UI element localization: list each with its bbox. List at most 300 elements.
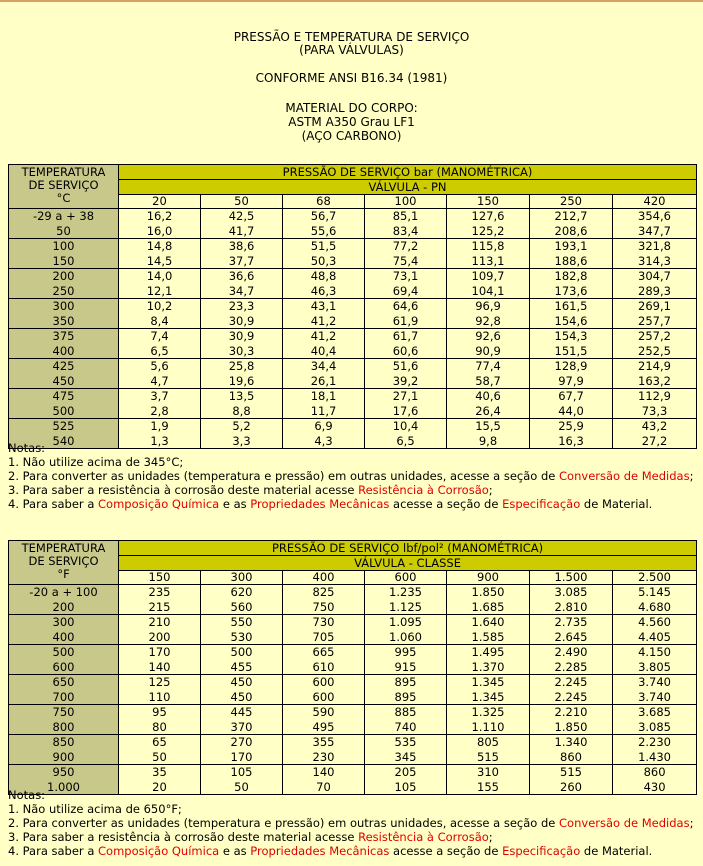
notes-title: Notas:	[8, 441, 46, 455]
pressure-value: 38,6	[228, 239, 255, 253]
pressure-cell	[530, 209, 613, 239]
temperature-cell	[9, 209, 119, 239]
pressure-cell	[283, 269, 365, 299]
pressure-value: 27,1	[392, 389, 419, 403]
note-1: 1. Não utilize acima de 650°F;	[8, 802, 182, 816]
pressure-cell	[365, 359, 447, 389]
temperature-header-line2: DE SERVIÇO	[28, 178, 99, 192]
note-4	[8, 844, 698, 858]
pressure-value: 270	[230, 735, 253, 749]
pressure-cell	[530, 299, 613, 329]
pressure-cell	[283, 615, 365, 645]
pressure-cell	[201, 615, 283, 645]
pressure-value: 39,2	[392, 373, 419, 388]
temperature-value: -20 a + 100	[29, 585, 98, 599]
pressure-cell	[530, 615, 613, 645]
pressure-value: 64,6	[392, 299, 419, 313]
material-label: MATERIAL DO CORPO:	[285, 101, 418, 115]
temperature-header-line2: DE SERVIÇO	[28, 554, 99, 568]
pressure-cell	[201, 359, 283, 389]
pressure-value: 314,3	[638, 253, 671, 268]
column-header: 420	[613, 195, 697, 209]
pressure-value: 495	[312, 719, 335, 734]
pressure-value: 2.230	[638, 735, 671, 749]
temperature-cell	[9, 359, 119, 389]
pressure-value: 6,5	[396, 433, 415, 448]
chemical-composition-link[interactable]: Composição Química	[98, 497, 220, 511]
pressure-value: 4.560	[638, 615, 671, 629]
table-row	[9, 359, 697, 389]
note-2	[8, 469, 698, 483]
pressure-value: 450	[230, 675, 253, 689]
pressure-value: 97,9	[558, 373, 584, 388]
column-header: 250	[530, 195, 613, 209]
pressure-value: 1.340	[554, 735, 588, 749]
temperature-header	[9, 541, 119, 585]
pressure-value: 51,6	[392, 359, 419, 373]
pressure-value: 750	[312, 599, 335, 614]
temperature-header-line1: TEMPERATURA	[21, 541, 106, 555]
pressure-value: 445	[230, 705, 253, 719]
pressure-cell	[365, 615, 447, 645]
pressure-value: 269,1	[638, 299, 671, 313]
table-row	[9, 585, 697, 615]
temperature-value: 100	[52, 239, 75, 253]
pressure-value: 61,9	[392, 313, 419, 328]
temperature-cell	[9, 585, 119, 615]
pressure-cell	[447, 705, 530, 735]
pressure-value: 7,4	[150, 329, 169, 343]
table-row	[9, 299, 697, 329]
pressure-value: 77,4	[475, 359, 501, 373]
pressure-value: 35	[152, 765, 167, 779]
pressure-value: 1.640	[471, 615, 505, 629]
note-3-end: ;	[488, 483, 493, 497]
pressure-value: 173,6	[554, 283, 588, 298]
temperature-value: 250	[52, 283, 75, 298]
temperature-value: 525	[52, 419, 75, 433]
pressure-cell	[283, 735, 365, 765]
pressure-cell	[201, 269, 283, 299]
pressure-table-psi	[8, 540, 697, 795]
pressure-cell	[613, 209, 697, 239]
pressure-value: 42,5	[228, 209, 255, 223]
pressure-value: 215	[148, 599, 171, 614]
pressure-value: 95	[152, 705, 167, 719]
pressure-value: 1.685	[471, 599, 505, 614]
material-spec: ASTM A350 Grau LF1	[288, 115, 415, 129]
pressure-value: 2.490	[554, 645, 588, 659]
temperature-value: 1.000	[47, 779, 80, 794]
pressure-value: 212,7	[554, 209, 588, 223]
pressure-value: 1.850	[471, 585, 505, 599]
pressure-value: 65	[152, 735, 167, 749]
note-4	[8, 497, 698, 511]
pressure-value: 50	[234, 779, 249, 794]
note-4-mid1: e as	[219, 844, 251, 858]
pressure-cell	[119, 329, 201, 359]
chemical-composition-link[interactable]: Composição Química	[98, 844, 220, 858]
pressure-cell	[365, 705, 447, 735]
pressure-value: 163,2	[638, 373, 671, 388]
pressure-cell	[365, 269, 447, 299]
pressure-value: 73,1	[392, 269, 419, 283]
corrosion-link[interactable]: Resistência à Corrosão	[358, 483, 489, 497]
pressure-value: 30,9	[228, 329, 255, 343]
pressure-value: 450	[230, 689, 253, 704]
pressure-value: 3.805	[638, 659, 671, 674]
material-type: (AÇO CARBONO)	[301, 129, 402, 143]
pressure-cell	[447, 645, 530, 675]
pressure-value: 8,8	[232, 403, 251, 418]
pressure-value: 995	[394, 645, 417, 659]
pressure-value: 92,6	[475, 329, 501, 343]
pressure-value: 140	[148, 659, 171, 674]
temperature-value: 700	[52, 689, 75, 704]
pressure-cell	[119, 615, 201, 645]
pressure-cell	[613, 239, 697, 269]
page-subtitle: (PARA VÁLVULAS)	[299, 43, 404, 57]
pressure-value: 125,2	[471, 223, 505, 238]
column-header: 900	[447, 571, 530, 585]
pressure-value: 34,7	[228, 283, 255, 298]
pressure-value: 2.810	[554, 599, 588, 614]
pressure-value: 43,2	[641, 419, 668, 433]
pressure-value: 2.285	[554, 659, 588, 674]
temperature-value: 300	[52, 615, 75, 629]
mechanical-properties-link[interactable]: Propriedades Mecânicas	[250, 844, 390, 858]
pressure-value: 2.735	[554, 615, 588, 629]
pressure-cell	[365, 645, 447, 675]
temperature-header-unit: °F	[57, 567, 70, 581]
pressure-value: 70	[316, 779, 331, 794]
pressure-value: 15,5	[475, 419, 501, 433]
pressure-value: 257,2	[638, 329, 671, 343]
pressure-value: 105	[394, 779, 417, 794]
pressure-value: 345	[394, 749, 417, 764]
pressure-header: PRESSÃO DE SERVIÇO bar (MANOMÉTRICA)	[119, 165, 697, 180]
pressure-value: 11,7	[310, 403, 337, 418]
column-header: 400	[283, 571, 365, 585]
table-row	[9, 735, 697, 765]
temperature-value: 425	[52, 359, 75, 373]
pressure-cell	[365, 329, 447, 359]
temperature-cell	[9, 735, 119, 765]
pressure-value: 8,4	[150, 313, 169, 328]
pressure-cell	[530, 269, 613, 299]
note-3-text: 3. Para saber a resistência à corrosão deste material acesse	[8, 830, 359, 844]
pressure-cell	[119, 209, 201, 239]
pressure-cell	[613, 359, 697, 389]
pressure-value: 37,7	[228, 253, 255, 268]
pressure-cell	[119, 269, 201, 299]
pressure-cell	[530, 735, 613, 765]
pressure-cell	[365, 299, 447, 329]
table-row	[9, 675, 697, 705]
pressure-value: 16,0	[146, 223, 173, 238]
pressure-value: 310	[477, 765, 499, 779]
pressure-cell	[447, 239, 530, 269]
pressure-value: 3.085	[554, 585, 588, 599]
pressure-cell	[119, 735, 201, 765]
column-header: 150	[447, 195, 530, 209]
pressure-cell	[283, 209, 365, 239]
pressure-value: 193,1	[554, 239, 588, 253]
notes-section-1	[8, 441, 698, 511]
pressure-value: 500	[230, 645, 253, 659]
pressure-value: 151,5	[554, 343, 588, 358]
column-header: 20	[119, 195, 201, 209]
pressure-value: 235	[148, 585, 171, 599]
valve-header: VÁLVULA - CLASSE	[119, 556, 697, 571]
pressure-value: 23,3	[228, 299, 255, 313]
pressure-cell	[283, 675, 365, 705]
temperature-value: 475	[52, 389, 75, 403]
pressure-cell	[447, 359, 530, 389]
temperature-value: 375	[52, 329, 75, 343]
temperature-value: 300	[52, 299, 75, 313]
temperature-value: 500	[52, 645, 75, 659]
pressure-value: 14,8	[146, 239, 173, 253]
note-4-mid2: acesse a seção de	[389, 497, 503, 511]
pressure-cell	[201, 645, 283, 675]
pressure-value: 3.740	[638, 689, 671, 704]
table-row	[9, 269, 697, 299]
pressure-value: 1.345	[471, 675, 505, 689]
notes-section-2	[8, 788, 698, 858]
pressure-value: 26,4	[475, 403, 501, 418]
pressure-cell	[283, 359, 365, 389]
temperature-value: 400	[52, 629, 75, 644]
temperature-value: 400	[52, 343, 75, 358]
pressure-value: 56,7	[310, 209, 337, 223]
pressure-value: 208,6	[554, 223, 588, 238]
pressure-value: 1,3	[150, 433, 169, 448]
temperature-cell	[9, 299, 119, 329]
column-header: 68	[283, 195, 365, 209]
pressure-cell	[119, 705, 201, 735]
temperature-cell	[9, 239, 119, 269]
pressure-cell	[613, 585, 697, 615]
pressure-value: 600	[312, 675, 335, 689]
pressure-cell	[530, 645, 613, 675]
corrosion-link[interactable]: Resistência à Corrosão	[358, 830, 489, 844]
pressure-cell	[447, 209, 530, 239]
pressure-value: 92,8	[475, 313, 501, 328]
pressure-cell	[283, 239, 365, 269]
pressure-value: 67,7	[558, 389, 584, 403]
pressure-value: 14,5	[146, 253, 173, 268]
pressure-value: 44,0	[558, 403, 584, 418]
pressure-cell	[201, 735, 283, 765]
note-3	[8, 830, 698, 844]
pressure-cell	[447, 615, 530, 645]
temperature-value: 600	[52, 659, 75, 674]
mechanical-properties-link[interactable]: Propriedades Mecânicas	[250, 497, 390, 511]
pressure-value: 860	[643, 765, 666, 779]
specification-link[interactable]: Especificação	[502, 844, 581, 858]
pressure-value: 20	[152, 779, 167, 794]
pressure-cell	[119, 299, 201, 329]
pressure-value: 10,4	[392, 419, 419, 433]
pressure-cell	[613, 329, 697, 359]
pressure-cell	[613, 735, 697, 765]
pressure-value: 1.430	[638, 749, 671, 764]
pressure-value: 109,7	[471, 269, 505, 283]
pressure-value: 600	[312, 689, 335, 704]
specification-link[interactable]: Especificação	[502, 497, 581, 511]
pressure-value: 550	[230, 615, 253, 629]
pressure-value: 41,2	[310, 329, 337, 343]
pressure-value: 51,5	[310, 239, 337, 253]
pressure-cell	[201, 329, 283, 359]
page-title: PRESSÃO E TEMPERATURA DE SERVIÇO	[233, 30, 470, 44]
pressure-value: 257,7	[638, 313, 671, 328]
pressure-cell	[447, 675, 530, 705]
pressure-cell	[530, 705, 613, 735]
pressure-value: 5.145	[638, 585, 671, 599]
pressure-value: 3.685	[638, 705, 671, 719]
temperature-cell	[9, 705, 119, 735]
pressure-value: 895	[394, 675, 417, 689]
pressure-value: 1.095	[389, 615, 422, 629]
pressure-cell	[365, 735, 447, 765]
pressure-value: 2.210	[554, 705, 588, 719]
pressure-value: 740	[394, 719, 417, 734]
pressure-value: 140	[312, 765, 335, 779]
pressure-value: 128,9	[554, 359, 588, 373]
pressure-value: 6,9	[314, 419, 333, 433]
pressure-cell	[530, 389, 613, 419]
temperature-header	[9, 165, 119, 209]
temperature-value: 350	[52, 313, 75, 328]
pressure-value: 860	[560, 749, 582, 764]
pressure-value: 535	[394, 735, 417, 749]
pressure-value: 77,2	[392, 239, 419, 253]
pressure-value: 170	[148, 645, 171, 659]
column-header: 50	[201, 195, 283, 209]
pressure-value: 96,9	[475, 299, 501, 313]
pressure-cell	[530, 585, 613, 615]
pressure-value: 304,7	[638, 269, 671, 283]
temperature-value: 200	[52, 599, 75, 614]
pressure-value: 5,2	[232, 419, 251, 433]
pressure-value: 43,1	[310, 299, 337, 313]
pressure-value: 430	[643, 779, 666, 794]
pressure-cell	[119, 359, 201, 389]
column-header: 300	[201, 571, 283, 585]
pressure-value: 61,7	[392, 329, 419, 343]
pressure-cell	[119, 239, 201, 269]
pressure-cell	[283, 329, 365, 359]
pressure-value: 260	[560, 779, 582, 794]
table-row	[9, 239, 697, 269]
note-3	[8, 483, 698, 497]
column-header: 100	[365, 195, 447, 209]
pressure-cell	[447, 269, 530, 299]
pressure-value: 3,3	[232, 433, 251, 448]
pressure-value: 6,5	[150, 343, 169, 358]
conversion-link[interactable]: Conversão de Medidas	[559, 816, 690, 830]
note-4-mid2: acesse a seção de	[389, 844, 503, 858]
pressure-cell	[283, 389, 365, 419]
pressure-cell	[283, 645, 365, 675]
pressure-cell	[613, 675, 697, 705]
pressure-value: 105	[230, 765, 253, 779]
pressure-value: 610	[312, 659, 335, 674]
pressure-table-bar	[8, 164, 697, 449]
table-row	[9, 209, 697, 239]
temperature-value: 850	[52, 735, 75, 749]
pressure-value: 2,8	[150, 403, 169, 418]
pressure-value: 705	[312, 629, 335, 644]
pressure-value: 1.585	[471, 629, 505, 644]
pressure-value: 321,8	[638, 239, 671, 253]
conversion-link[interactable]: Conversão de Medidas	[559, 469, 690, 483]
pressure-value: 4.150	[638, 645, 671, 659]
pressure-value: 90,9	[475, 343, 501, 358]
pressure-value: 46,3	[310, 283, 337, 298]
pressure-value: 12,1	[146, 283, 173, 298]
pressure-value: 40,4	[310, 343, 337, 358]
pressure-value: 5,6	[150, 359, 169, 373]
temperature-cell	[9, 645, 119, 675]
pressure-cell	[447, 735, 530, 765]
pressure-cell	[447, 329, 530, 359]
note-1: 1. Não utilize acima de 345°C;	[8, 455, 184, 469]
note-2-end: ;	[689, 469, 694, 483]
pressure-cell	[201, 585, 283, 615]
pressure-value: 1.370	[471, 659, 505, 674]
pressure-value: 85,1	[392, 209, 419, 223]
pressure-value: 112,9	[638, 389, 671, 403]
pressure-value: 825	[312, 585, 335, 599]
pressure-cell	[613, 269, 697, 299]
pressure-value: 665	[312, 645, 335, 659]
pressure-value: 13,5	[228, 389, 255, 403]
temperature-cell	[9, 269, 119, 299]
note-4-mid1: e as	[219, 497, 251, 511]
pressure-cell	[201, 705, 283, 735]
pressure-value: 30,9	[228, 313, 255, 328]
note-3-end: ;	[488, 830, 493, 844]
pressure-value: 75,4	[392, 253, 419, 268]
note-2-text: 2. Para converter as unidades (temperatura e pressão) em outras unidades, acesse a seção de	[8, 469, 560, 483]
pressure-value: 80	[152, 719, 167, 734]
pressure-cell	[530, 239, 613, 269]
pressure-cell	[201, 389, 283, 419]
temperature-value: 150	[52, 253, 75, 268]
pressure-value: 200	[148, 629, 171, 644]
note-4-text: 4. Para saber a	[8, 844, 99, 858]
pressure-value: 125	[148, 675, 171, 689]
pressure-cell	[530, 359, 613, 389]
top-border	[0, 0, 703, 2]
pressure-value: 25,9	[558, 419, 584, 433]
pressure-value: 1.060	[389, 629, 422, 644]
pressure-value: 1.325	[471, 705, 505, 719]
pressure-value: 895	[394, 689, 417, 704]
pressure-value: 515	[560, 765, 582, 779]
pressure-value: 1.110	[471, 719, 505, 734]
pressure-value: 115,8	[471, 239, 505, 253]
temperature-value: 450	[52, 373, 75, 388]
pressure-value: 347,7	[638, 223, 671, 238]
temperature-header-line1: TEMPERATURA	[21, 165, 106, 179]
pressure-cell	[613, 645, 697, 675]
temperature-value: 650	[52, 675, 75, 689]
pressure-cell	[365, 389, 447, 419]
